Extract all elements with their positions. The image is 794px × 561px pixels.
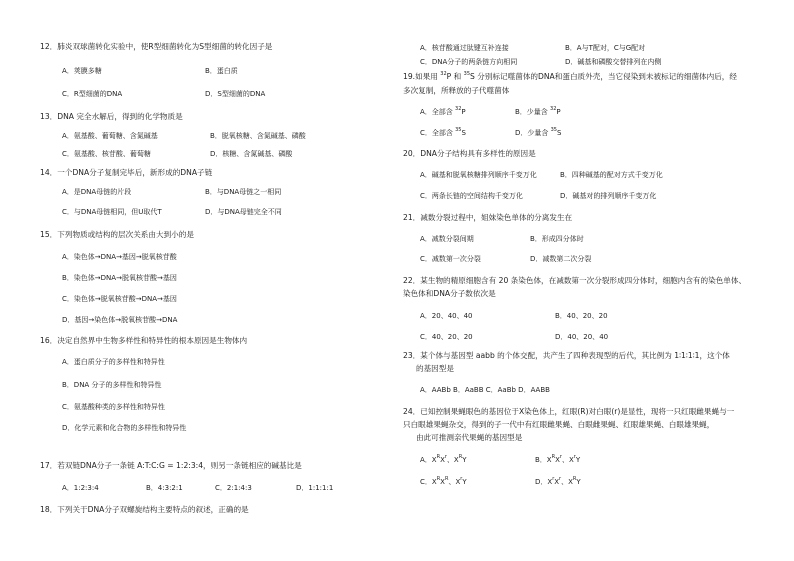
question-14-option-d: D．与DNA母链完全不同 — [205, 208, 282, 216]
question-22-stem-line2: 染色体和DNA分子数依次是 — [403, 289, 496, 298]
question-12-option-d: D．S型细菌的DNA — [205, 90, 266, 98]
question-24-stem-line2: 只白眼雄果蝇杂交，得到的子一代中有红眼雌果蝇、白眼雌果蝇、红眼雄果蝇、白眼雄果蝇， — [403, 420, 715, 429]
question-12-option-c: C．R型细菌的DNA — [62, 90, 123, 98]
question-21-option-b: B．形成四分体时 — [530, 235, 584, 243]
question-17-option-c: C．2:1:4:3 — [215, 484, 252, 492]
question-14-option-c: C．与DNA母链相同，但U取代T — [62, 208, 162, 216]
question-16-option-b: B．DNA 分子的多样性和特异性 — [62, 381, 162, 389]
question-20-stem: 20．DNA分子结构具有多样性的原因是 — [403, 149, 536, 158]
question-16-stem: 16．决定自然界中生物多样性和特异性的根本原因是生物体内 — [40, 336, 248, 345]
question-22-stem-line1: 22．某生物的精原细胞含有 20 条染色体，在减数第一次分裂形成四分体时，细胞内含有的染色单体、 — [403, 276, 747, 285]
question-19-option-b: B．少量含 $^{32}$P — [515, 106, 561, 116]
question-23-stem-line1: 23．某个体与基因型 aabb 的个体交配，共产生了四种表现型的后代，其比例为 1∶1∶1∶1，这个体 — [403, 351, 730, 360]
question-13-option-c: C．氨基酸、核苷酸、葡萄糖 — [62, 150, 151, 158]
question-23-options: A．AABb B．AaBB C．AaBb D．AABB — [420, 386, 550, 394]
question-24-option-c: C．$X^RX^R$、$X^rY$ — [420, 476, 467, 486]
question-14-option-b: B．与DNA母链之一相同 — [205, 188, 282, 196]
question-19-stem-line2: 多次复制，所释放的子代噬菌体 — [403, 86, 510, 95]
question-22-option-b: B．40、20、20 — [555, 312, 608, 320]
question-18-option-d: D．碱基和磷酸交替排列在内侧 — [565, 58, 662, 66]
question-22-option-a: A．20、40、40 — [420, 312, 473, 320]
question-22-option-c: C．40、20、20 — [420, 333, 473, 341]
question-13-option-a: A．氨基酸、葡萄糖、含氮碱基 — [62, 132, 158, 140]
question-14-stem: 14．一个DNA分子复制完毕后，新形成的DNA子链 — [40, 168, 213, 177]
question-24-option-b: B．$X^RX^r$、$X^rY$ — [535, 454, 581, 464]
question-24-option-a: A．$X^RX^r$、$X^RY$ — [420, 454, 467, 464]
question-15-option-b: B．染色体→DNA→脱氧核苷酸→基因 — [62, 274, 177, 282]
question-21-stem: 21．减数分裂过程中，姐妹染色单体的分离发生在 — [403, 213, 573, 222]
question-18-stem: 18．下列关于DNA分子双螺旋结构主要特点的叙述，正确的是 — [40, 505, 249, 514]
question-20-option-d: D．碱基对的排列顺序千变万化 — [560, 192, 657, 200]
question-13-option-d: D．核糖、含氮碱基、磷酸 — [210, 150, 293, 158]
question-16-option-a: A．蛋白质分子的多样性和特异性 — [62, 358, 165, 366]
question-15-option-d: D．基因→染色体→脱氧核苷酸→DNA — [62, 316, 178, 324]
question-19-stem-line1: 19.如果用 $^{32}$P 和 $^{35}$S 分别标记噬菌体的DNA和蛋白质外壳，当它侵染到未被标记的细菌体内后，经 — [403, 71, 737, 81]
question-16-option-c: C．氨基酸种类的多样性和特异性 — [62, 403, 165, 411]
question-14-option-a: A．是DNA母链的片段 — [62, 188, 132, 196]
question-22-option-d: D．40、20、40 — [555, 333, 609, 341]
question-12-stem: 12．肺炎双球菌转化实验中，使R型细菌转化为S型细菌的转化因子是 — [40, 42, 273, 51]
question-13-option-b: B．脱氧核糖、含氮碱基、磷酸 — [210, 132, 306, 140]
question-24-option-d: D．$X^rX^r$、$X^RY$ — [535, 476, 581, 486]
question-20-option-b: B．四种碱基的配对方式千变万化 — [560, 171, 663, 179]
question-18-option-c: C．DNA分子的两条链方向相同 — [420, 58, 518, 66]
question-24-stem-line3: 由此可推测亲代果蝇的基因型是 — [416, 433, 523, 442]
question-12-option-a: A．荚膜多糖 — [62, 67, 102, 75]
question-17-stem: 17．若双链DNA分子一条链 A:T:C:G = 1:2:3:4，则另一条链相应的碱基比是 — [40, 461, 302, 470]
question-15-option-c: C．染色体→脱氧核苷酸→DNA→基因 — [62, 295, 177, 303]
question-15-option-a: A．染色体→DNA→基因→脱氧核苷酸 — [62, 253, 177, 261]
question-20-option-c: C．两条长链的空间结构千变万化 — [420, 192, 523, 200]
question-16-option-d: D．化学元素和化合物的多样性和特异性 — [62, 424, 187, 432]
question-24-stem-line1: 24．已知控制果蝇眼色的基因位于X染色体上，红眼(R)对白眼(r)是显性，现将一只红眼雌果蝇与一 — [403, 407, 735, 416]
question-17-option-b: B．4:3:2:1 — [146, 484, 183, 492]
question-17-option-d: D．1:1:1:1 — [296, 484, 334, 492]
question-12-option-b: B．蛋白质 — [205, 67, 238, 75]
question-21-option-c: C．减数第一次分裂 — [420, 255, 481, 263]
question-13-stem: 13．DNA 完全水解后，得到的化学物质是 — [40, 112, 183, 121]
question-20-option-a: A．碱基和脱氧核糖排列顺序千变万化 — [420, 171, 537, 179]
question-21-option-d: D．减数第二次分裂 — [530, 255, 592, 263]
question-19-option-d: D．少量含 $^{35}$S — [515, 127, 562, 137]
question-19-option-a: A．全部含 $^{32}$P — [420, 106, 466, 116]
question-19-option-c: C．全部含 $^{35}$S — [420, 127, 466, 137]
question-21-option-a: A．减数分裂间期 — [420, 235, 474, 243]
question-17-option-a: A．1:2:3:4 — [62, 484, 99, 492]
question-18-option-b: B．A与T配对，C与G配对 — [565, 44, 646, 52]
question-18-option-a: A．核苷酸通过肽键互补连接 — [420, 44, 509, 52]
question-23-stem-line2: 的基因型是 — [416, 364, 454, 373]
question-15-stem: 15．下列物质或结构的层次关系由大到小的是 — [40, 230, 194, 239]
